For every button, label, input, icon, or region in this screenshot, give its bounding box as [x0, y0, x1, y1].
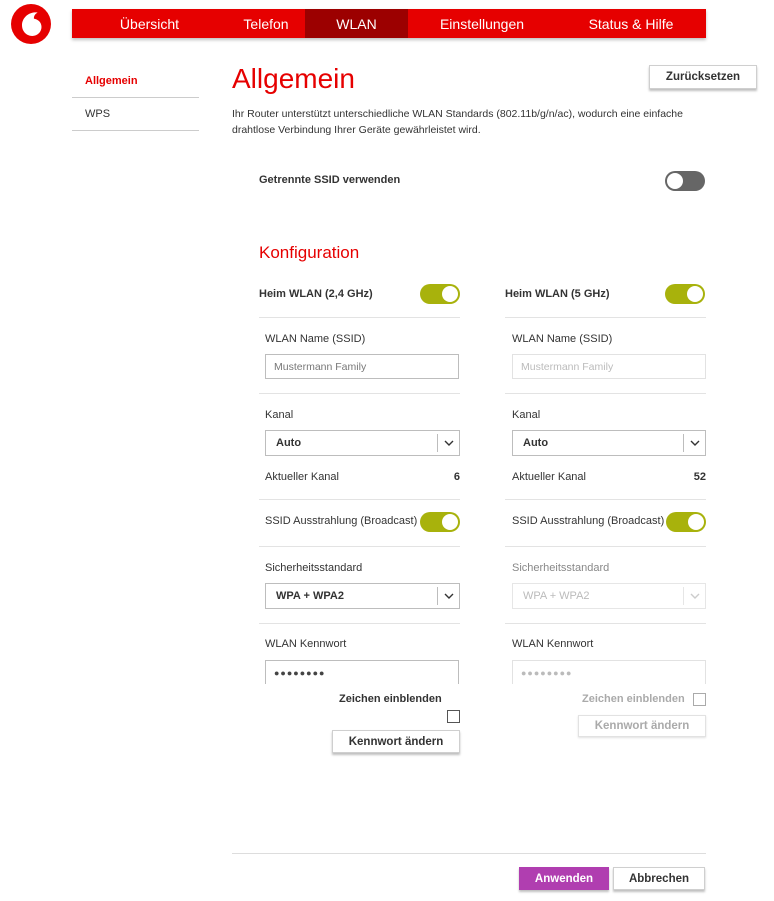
band5-channel-value: Auto	[523, 437, 549, 449]
band24-ssid-label: WLAN Name (SSID)	[265, 333, 366, 345]
divider	[505, 623, 706, 624]
tab-telefon[interactable]: Telefon	[243, 15, 289, 32]
band5-password-input: ●●●●●●●●	[512, 660, 706, 684]
toggle-knob	[442, 286, 458, 302]
band5-password-label: WLAN Kennwort	[512, 638, 594, 650]
vodafone-logo[interactable]	[10, 3, 52, 45]
band5-security-label: Sicherheitsstandard	[512, 562, 610, 574]
band5-broadcast-toggle[interactable]	[666, 512, 706, 532]
footer-divider	[232, 853, 706, 854]
divider	[505, 499, 706, 500]
band24-broadcast-label: SSID Ausstrahlung (Broadcast)	[265, 515, 418, 527]
band5-change-password-button: Kennwort ändern	[578, 715, 706, 737]
band5-channel-select[interactable]	[512, 430, 706, 456]
band5-show-chars-label: Zeichen einblenden	[582, 693, 685, 705]
chevron-down-icon	[683, 434, 705, 452]
band5-header: Heim WLAN (5 GHz)	[505, 288, 610, 300]
toggle-knob	[667, 173, 683, 189]
band24-security-select[interactable]	[265, 583, 460, 609]
band24-current-channel-label: Aktueller Kanal	[265, 471, 339, 483]
tab-wlan[interactable]: WLAN	[305, 9, 408, 38]
toggle-knob	[442, 514, 458, 530]
tab-status-hilfe[interactable]: Status & Hilfe	[588, 15, 674, 32]
tab-uebersicht[interactable]: Übersicht	[119, 15, 180, 32]
band5-broadcast-label: SSID Ausstrahlung (Broadcast)	[512, 515, 665, 527]
band5-current-channel-label: Aktueller Kanal	[512, 471, 586, 483]
band5-ssid-label: WLAN Name (SSID)	[512, 333, 613, 345]
band24-change-password-button[interactable]: Kennwort ändern	[332, 730, 460, 753]
divider	[505, 546, 706, 547]
sidebar	[72, 65, 199, 131]
chevron-down-icon	[437, 587, 459, 605]
band5-current-channel-value: 52	[693, 471, 706, 483]
reset-button[interactable]: Zurücksetzen	[649, 65, 757, 89]
band24-security-value: WPA + WPA2	[276, 590, 344, 602]
toggle-knob	[687, 286, 703, 302]
sidebar-item-wps[interactable]: WPS	[72, 98, 199, 131]
band5-show-chars-checkbox	[693, 693, 706, 706]
band24-password-input[interactable]: ●●●●●●●●	[265, 660, 459, 684]
divider	[259, 317, 460, 318]
divider	[259, 546, 460, 547]
band24-ssid-input[interactable]: Mustermann Family	[265, 354, 459, 379]
band24-show-chars-label: Zeichen einblenden	[339, 693, 442, 705]
band24-enable-toggle[interactable]	[420, 284, 460, 304]
band24-security-label: Sicherheitsstandard	[265, 562, 363, 574]
separate-ssid-toggle[interactable]	[665, 171, 705, 191]
band24-current-channel-value: 6	[453, 471, 460, 483]
separate-ssid-label: Getrennte SSID verwenden	[259, 174, 401, 186]
toggle-knob	[688, 514, 704, 530]
config-section-title: Konfiguration	[259, 243, 360, 262]
band5-enable-toggle[interactable]	[665, 284, 705, 304]
band24-show-chars-checkbox[interactable]	[447, 710, 460, 723]
band5-ssid-input: Mustermann Family	[512, 354, 706, 379]
apply-button[interactable]: Anwenden	[519, 867, 609, 890]
chevron-down-icon	[683, 587, 705, 605]
cancel-button[interactable]: Abbrechen	[613, 867, 705, 890]
band24-password-label: WLAN Kennwort	[265, 638, 347, 650]
band5-channel-label: Kanal	[512, 409, 541, 421]
main-navigation	[72, 9, 706, 38]
band24-broadcast-toggle[interactable]	[420, 512, 460, 532]
sidebar-item-allgemein[interactable]: Allgemein	[72, 65, 199, 98]
band24-header: Heim WLAN (2,4 GHz)	[259, 288, 373, 300]
band24-channel-select[interactable]	[265, 430, 460, 456]
divider	[505, 317, 706, 318]
page-description: Ihr Router unterstützt unterschiedliche WLAN Standards (802.11b/g/n/ac), wodurch eine einfache drahtlose Verbindung Ihrer Geräte gewährleistet wird.	[232, 108, 683, 136]
divider	[259, 499, 460, 500]
band24-channel-value: Auto	[276, 437, 302, 449]
page-title: Allgemein	[232, 63, 355, 94]
band5-security-select	[512, 583, 706, 609]
band24-channel-label: Kanal	[265, 409, 294, 421]
divider	[505, 393, 706, 394]
divider	[259, 393, 460, 394]
tab-einstellungen[interactable]: Einstellungen	[439, 15, 525, 32]
divider	[259, 623, 460, 624]
chevron-down-icon	[437, 434, 459, 452]
band5-security-value: WPA + WPA2	[523, 590, 590, 602]
